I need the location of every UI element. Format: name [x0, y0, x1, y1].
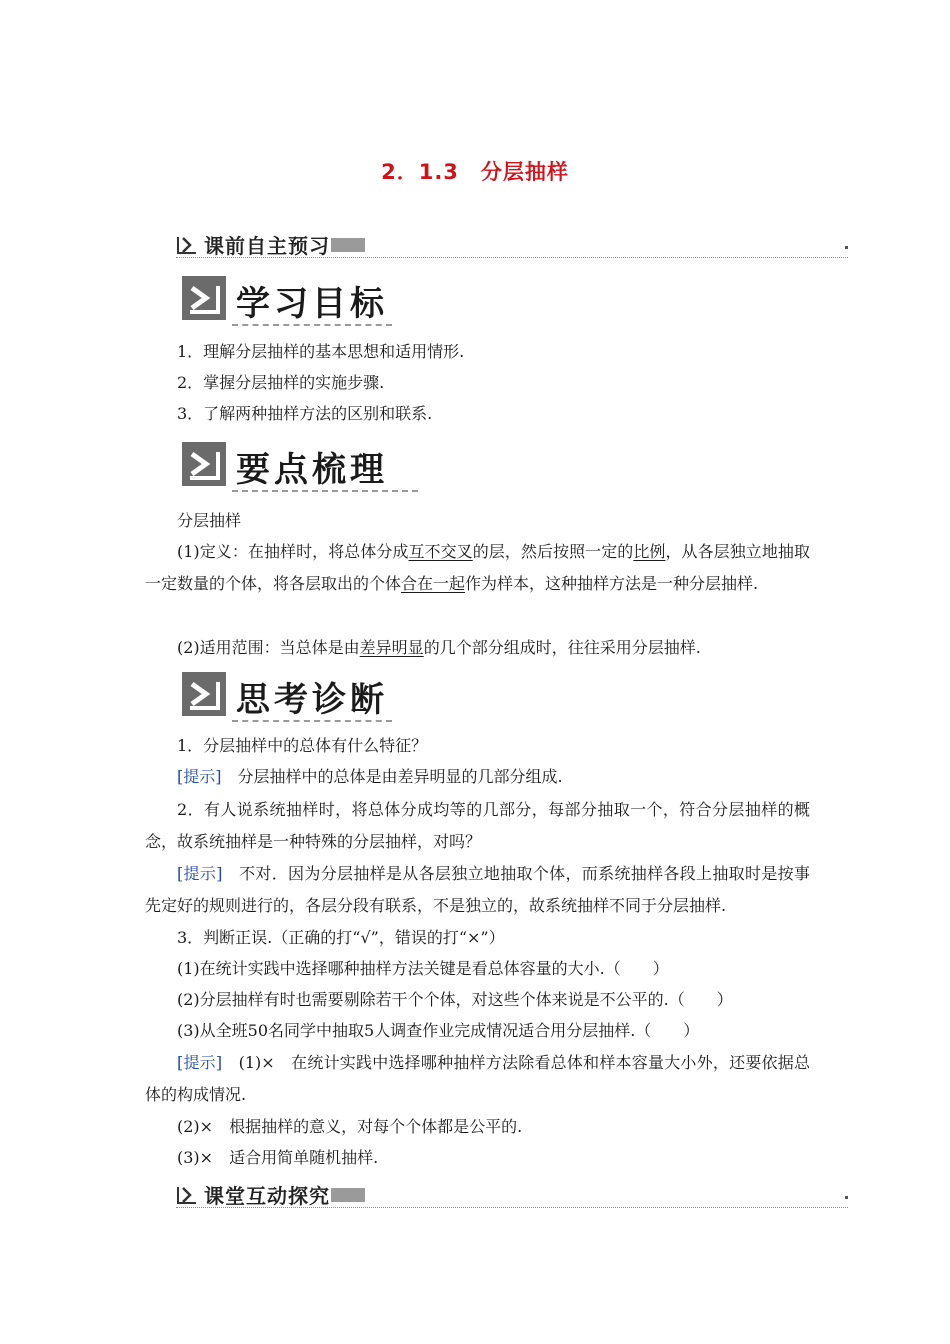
banner-label: 课前自主预习: [204, 234, 330, 258]
question: 3．判断正误.（正确的打“√”，错误的打“×”）: [177, 928, 505, 947]
page-title: 2．1.3 分层抽样: [381, 160, 569, 184]
arrow-icon: [176, 1183, 198, 1205]
heading-label: 思考诊断: [236, 680, 388, 720]
arrow-icon: [176, 233, 198, 255]
statement: (1)在统计实践中选择哪种抽样方法关键是看总体容量的大小.（ ）: [177, 959, 669, 978]
answer: [提示] (1)× 在统计实践中选择哪种抽样方法除看总体和样本容量大小外，还要依据总体的构成情况.: [145, 1053, 810, 1104]
heading-label: 学习目标: [236, 284, 388, 324]
objective-item: 3．了解两种抽样方法的区别和联系.: [177, 404, 433, 423]
blank-answer: 合在一起: [401, 574, 466, 593]
answer: [提示] 分层抽样中的总体是由差异明显的几部分组成.: [145, 761, 810, 792]
answer: [提示] 不对．因为分层抽样是从各层独立地抽取个体，而系统抽样各段上抽取时是按事先定好的规则进行的，各层分段有联系，不是独立的，故系统抽样不同于分层抽样.: [145, 864, 810, 915]
answer: (2)× 根据抽样的意义，对每个个体都是公平的.: [177, 1117, 523, 1136]
hint-label: [提示]: [177, 864, 223, 883]
blank-answer: 比例: [633, 542, 666, 561]
banner-label: 课堂互动探究: [204, 1184, 330, 1208]
banner-divider: [176, 1207, 848, 1208]
blank-answer: 差异明显: [359, 638, 424, 657]
heading-arrow-icon: [182, 442, 226, 486]
heading-keypoints: [178, 438, 423, 494]
question: 2．有人说系统抽样时，将总体分成均等的几部分，每部分抽取一个，符合分层抽样的概念，故系统抽样是一种特殊的分层抽样，对吗？: [145, 800, 810, 851]
banner-grey-block: [331, 238, 365, 252]
banner-dot: [845, 1196, 848, 1199]
section-banner-interactive: [176, 1180, 848, 1210]
statement: (3)从全班50名同学中抽取5人调查作业完成情况适合用分层抽样.（ ）: [177, 1021, 700, 1040]
heading-label: 要点梳理: [236, 450, 388, 490]
objective-item: 2．掌握分层抽样的实施步骤.: [177, 373, 385, 392]
definition-paragraph: (1)定义：在抽样时，将总体分成互不交叉的层，然后按照一定的比例，从各层独立地抽取一定数量的个体，将各层取出的个体合在一起作为样本，这种抽样方法是一种分层抽样.: [145, 542, 810, 593]
hint-label: [提示]: [177, 767, 222, 786]
topic-line: 分层抽样: [177, 511, 242, 530]
scope-paragraph: (2)适用范围：当总体是由差异明显的几个部分组成时，往往采用分层抽样.: [177, 638, 701, 657]
heading-underline: [232, 490, 418, 492]
question: 1．分层抽样中的总体有什么特征？: [177, 736, 428, 755]
banner-dot: [845, 246, 848, 249]
section-banner-preview: [176, 230, 848, 260]
heading-objectives: [178, 272, 393, 328]
objective-item: 1．理解分层抽样的基本思想和适用情形.: [177, 342, 465, 361]
blank-answer: 互不交叉: [408, 542, 473, 561]
banner-grey-block: [331, 1188, 365, 1202]
heading-arrow-icon: [182, 276, 226, 320]
hint-label: [提示]: [177, 1053, 223, 1072]
heading-underline: [232, 720, 392, 722]
statement: (2)分层抽样有时也需要剔除若干个个体，对这些个体来说是不公平的.（ ）: [177, 990, 733, 1009]
answer: (3)× 适合用简单随机抽样.: [177, 1148, 379, 1167]
heading-thinking: [178, 668, 393, 724]
heading-arrow-icon: [182, 672, 226, 716]
banner-divider: [176, 257, 848, 258]
heading-underline: [232, 324, 392, 326]
